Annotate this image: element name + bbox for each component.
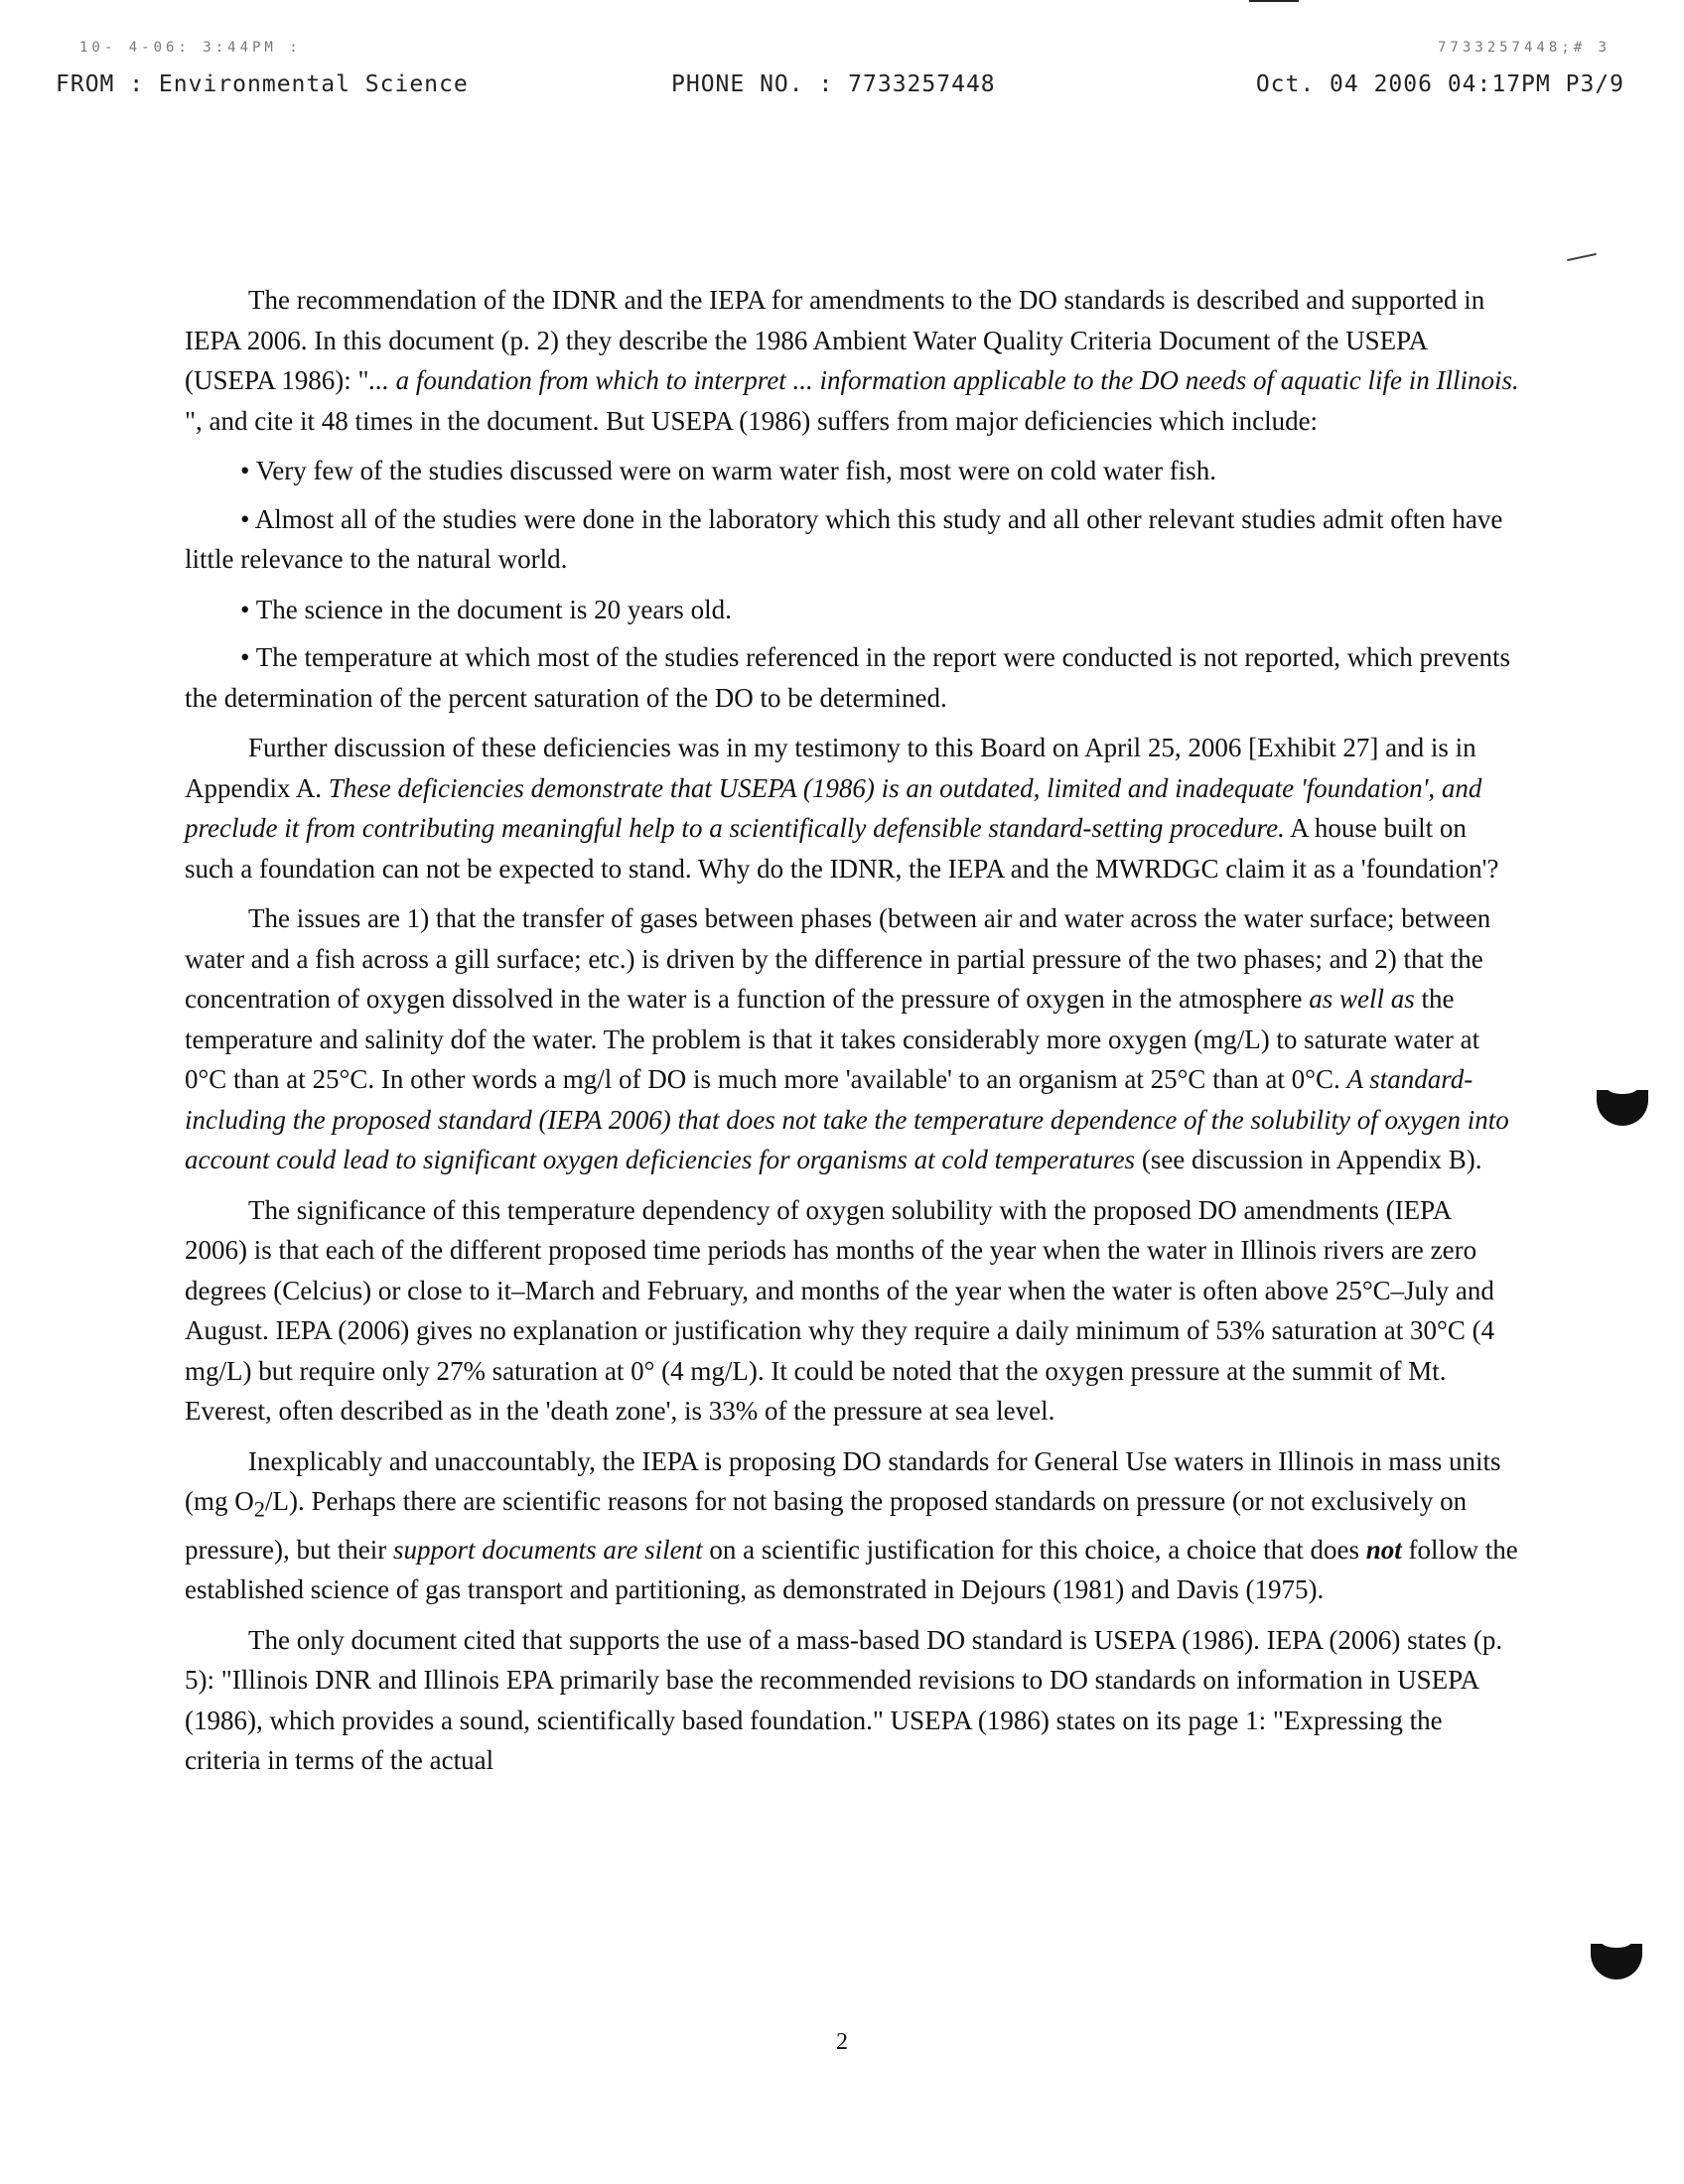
paragraph-significance: The significance of this temperature dependency of oxygen solubility with the proposed DO amendments (IEPA 2006) is that each of the different proposed time periods has months of the year when the water in Illinois rivers are zero degrees (Celcius) or close to it–March and February, and months of the year when the water is often above 25°C–July and August. IEPA (2006) gives no explanation or justification why they require a daily minimum of 53% saturation at 30°C (4 mg/L) but require only 27% saturation at 0° (4 mg/L). It could be noted that the oxygen pressure at the summit of Mt. Everest, often described as in the 'death zone', is 33% of the pressure at sea level. — [185, 1194, 1495, 1426]
bullet-item: • The temperature at which most of the studies referenced in the report were conducted is not reported, which prevents the determination of the percent saturation of the DO to be determined. — [185, 642, 1510, 713]
fax-from: FROM : Environmental Science — [56, 71, 469, 97]
scan-speck — [1567, 253, 1597, 261]
page-number: 2 — [836, 2029, 848, 2055]
fax-phone: PHONE NO. : 7733257448 — [671, 71, 996, 97]
bullet-item: • Almost all of the studies were done in the laboratory which this study and all other relevant studies admit often have little relevance to the natural world. — [185, 503, 1503, 574]
scan-mark-top — [1249, 0, 1299, 2]
fax-sender-number: 7733257448;# 3 — [1437, 40, 1611, 56]
paragraph-intro: The recommendation of the IDNR and the IEPA for amendments to the DO standards is described and supported in IEPA 2006. In this document (p. 2) they describe the 1986 Ambient Water Quality Criteria Document of the USEPA (USEPA 1986): "... a foundation from which to interpret ... information applicable to the DO needs of aquatic life in Illinois. ", and cite it 48 times in the document. But USEPA (1986) suffers from major deficiencies which include: — [185, 285, 1519, 436]
fax-transmission-line — [79, 40, 1611, 66]
bullet-item: • Very few of the studies discussed were on warm water fish, most were on cold water fish. — [240, 456, 1216, 485]
punch-hole-mark — [1591, 1944, 1642, 1979]
paragraph-usepa: The only document cited that supports the use of a mass-based DO standard is USEPA (1986). IEPA (2006) states (p. 5): "Illinois DNR and Illinois EPA primarily base the recommended revisions to DO standards on information in USEPA (1986), which provides a sound, scientifically based foundation." USEPA (1986) states on its page 1: "Expressing the criteria in terms of the actual — [185, 1624, 1503, 1776]
fax-timestamp: 10- 4-06: 3:44PM : — [79, 40, 302, 56]
paragraph-deficiencies: Further discussion of these deficiencies was in my testimony to this Board on April 25, 2006 [Exhibit 27] and is in Appendix A. These deficiencies demonstrate that USEPA (1986) is an outdated, limited and inadequate 'foundation', and preclude it from contributing meaningful help to a scientifically defensible standard-setting procedure. A house built on such a foundation can not be expected to stand. Why do the IDNR, the IEPA and the MWRDGC claim it as a 'foundation'? — [185, 733, 1499, 884]
paragraph-mass-units: Inexplicably and unaccountably, the IEPA is proposing DO standards for General Use waters in Illinois in mass units (mg $O_2/L$). Perhaps there are scientific reasons for not basing the proposed standards on pressure (or not exclusively on pressure), but their support documents are silent on a scientific justification for this choice, a choice that does not follow the established science of gas transport and partitioning, as demonstrated in Dejours (1981) and Davis (1975). — [185, 1445, 1518, 1605]
bullet-item: • The science in the document is 20 years old. — [240, 594, 732, 624]
paragraph-issues: The issues are 1) that the transfer of gases between phases (between air and water across the water surface; between water and a fish across a gill surface; etc.) is driven by the difference in partial pressure of the two phases; and 2) that the concentration of oxygen dissolved in the water is a function of the pressure of oxygen in the atmosphere as well as the temperature and salinity dof the water. The problem is that it takes considerably more oxygen (mg/L) to saturate water at 0°C than at 25°C. In other words a mg/l of DO is much more 'available' to an organism at 25°C than at 0°C. A standard-including the proposed standard (IEPA 2006) that does not take the temperature dependence of the solubility of oxygen into account could lead to significant oxygen deficiencies for organisms at cold temperatures (see discussion in Appendix B). — [185, 903, 1509, 1174]
fax-date: Oct. 04 2006 04:17PM P3/9 — [1255, 71, 1624, 97]
fax-header — [56, 71, 1624, 111]
document-body — [185, 280, 1519, 1791]
punch-hole-mark — [1597, 1090, 1648, 1126]
